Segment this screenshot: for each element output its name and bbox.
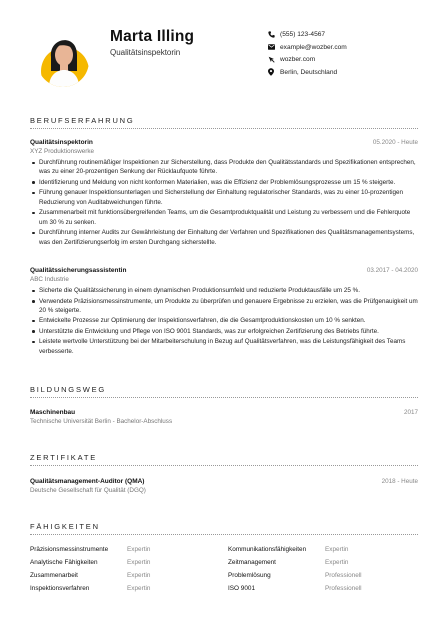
skill-level: Expertin	[127, 585, 151, 592]
contact-list	[268, 28, 347, 79]
list-item: Verwendete Präzisionsmessinstrumente, um Produkte zu überprüfen und genauere Ergebnisse zu erzielen, was die Prüfgenauigkeit um 20 % steigerte.	[30, 297, 418, 316]
skill-name: Zusammenarbeit	[30, 572, 78, 579]
job-company: ABC Industrie	[30, 276, 69, 283]
link-icon	[268, 56, 280, 63]
job-title: Qualitätssicherungsassistentin	[30, 267, 127, 274]
resume-header	[0, 0, 448, 100]
profile-photo	[37, 27, 89, 87]
contact-location-text: Berlin, Deutschland	[280, 68, 338, 76]
location-pin-icon	[268, 68, 280, 76]
section-title-certificates: ZERTIFIKATE	[30, 453, 98, 462]
education-date: 2017	[403, 409, 418, 416]
profile-photo-avatar-icon	[37, 27, 89, 87]
candidate-name: Marta Illing	[110, 28, 195, 45]
list-item: Identifizierung und Meldung von nicht konformen Materialien, was die Effizienz der Problemlösungsprozesse um 15 % steigerte.	[30, 178, 418, 187]
certificate-title: Qualitätsmanagement-Auditor (QMA)	[30, 478, 145, 485]
contact-location	[268, 66, 347, 79]
section-divider	[30, 397, 418, 398]
contact-website-text[interactable]: wozber.com	[280, 56, 316, 64]
skill-level: Expertin	[127, 559, 151, 566]
skill-name: Inspektionsverfahren	[30, 585, 90, 592]
job-date: 05.2020 - Heute	[372, 139, 418, 146]
contact-email[interactable]	[268, 41, 347, 54]
skill-level: Expertin	[325, 559, 349, 566]
job-date: 03.2017 - 04.2020	[366, 267, 418, 274]
list-item: Sicherte die Qualitätssicherung in einem dynamischen Produktionsumfeld und reduzierte Produktausfälle um 25 %.	[30, 286, 418, 295]
phone-icon	[268, 31, 280, 38]
skill-name: Präzisionsmessinstrumente	[30, 546, 109, 553]
list-item: Führung genauer Inspektionsunterlagen und Sicherstellung der Einhaltung regulatorischer Standards, was zu einer 10-prozentigen Reduzierung von Auditabweichungen führte.	[30, 188, 418, 207]
list-item: Unterstützte die Entwicklung und Pflege von ISO 9001 Standards, was zur erfolgreichen Zertifizierung des Betriebs führte.	[30, 327, 418, 336]
job-company: XYZ Produktionswerke	[30, 148, 95, 155]
contact-phone	[268, 28, 347, 41]
list-item: Durchführung routinemäßiger Inspektionen zur Sicherstellung, dass Produkte den Qualitätsstandards und Spezifikationen entsprechen, was zu einer 20-prozentigen Senkung der Rücklaufquote führte.	[30, 158, 418, 177]
contact-website[interactable]	[268, 53, 347, 66]
certificate-issuer: Deutsche Gesellschaft für Qualität (DGQ)	[30, 487, 146, 494]
education-title: Maschinenbau	[30, 409, 76, 416]
skill-level: Professionell	[325, 585, 362, 592]
section-divider	[30, 534, 418, 535]
job-bullet-list	[30, 286, 418, 357]
section-title-skills: FÄHIGKEITEN	[30, 522, 100, 531]
section-title-education: BILDUNGSWEG	[30, 385, 107, 394]
skill-name: ISO 9001	[228, 585, 256, 592]
list-item: Entwickelte Prozesse zur Optimierung der Inspektionsverfahren, die die Gesamtproduktionskosten um 10 % senkten.	[30, 316, 418, 325]
skill-name: Kommunikationsfähigkeiten	[228, 546, 307, 553]
skill-name: Analytische Fähigkeiten	[30, 559, 98, 566]
section-divider	[30, 128, 418, 129]
skill-level: Expertin	[127, 546, 151, 553]
email-icon	[268, 44, 280, 50]
skill-name: Problemlösung	[228, 572, 271, 579]
skill-level: Expertin	[325, 546, 349, 553]
certificate-date: 2018 - Heute	[381, 478, 418, 485]
education-institution: Technische Universität Berlin - Bachelor-Abschluss	[30, 418, 173, 425]
contact-email-text[interactable]: example@wozber.com	[280, 43, 347, 51]
candidate-title: Qualitätsinspektorin	[110, 48, 181, 57]
skill-level: Expertin	[127, 572, 151, 579]
job-bullet-list	[30, 158, 418, 248]
section-divider	[30, 465, 418, 466]
skill-level: Professionell	[325, 572, 362, 579]
list-item: Durchführung interner Audits zur Gewährleistung der Einhaltung der Verfahren und Spezifikationen des Qualitätsmanagementsystems, was den Zertifizierungserfolg im ersten Durchgang sicherstellte.	[30, 228, 418, 247]
list-item: Leistete wertvolle Unterstützung bei der Mitarbeiterschulung in Bezug auf Qualitätsverfahren, was die Leistungsfähigkeit des Teams verbesserte.	[30, 337, 418, 356]
skill-name: Zeitmanagement	[228, 559, 276, 566]
job-title: Qualitätsinspektorin	[30, 139, 93, 146]
contact-phone-text: (555) 123-4567	[280, 30, 326, 38]
section-title-experience: BERUFSERFAHRUNG	[30, 116, 135, 125]
list-item: Zusammenarbeit mit funktionsübergreifenden Teams, um die Gesamtproduktqualität und Leistung zu verbessern und die Fehlerquote um 30 % zu senken.	[30, 208, 418, 227]
